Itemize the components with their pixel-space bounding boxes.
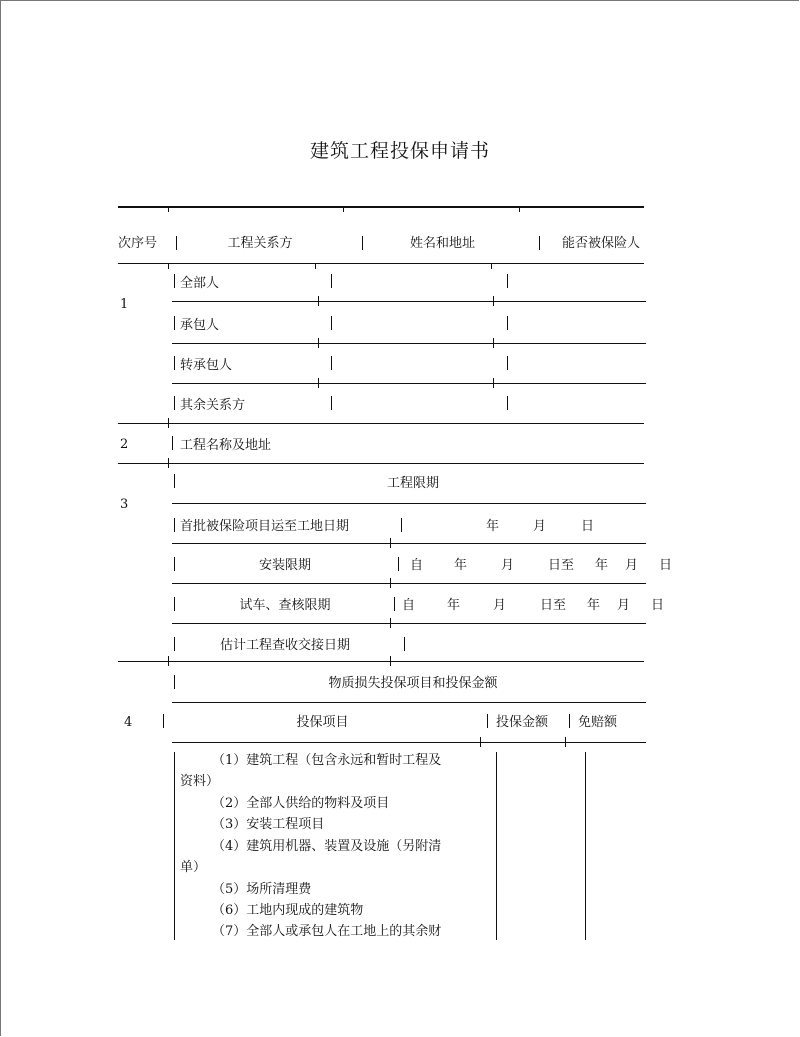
header-tick xyxy=(491,263,492,269)
installation-period-label: 安装限期 xyxy=(258,558,311,573)
row-divider xyxy=(331,356,332,370)
section-rule xyxy=(118,463,644,464)
party-owner: 全部人 xyxy=(180,276,220,291)
header-rule xyxy=(118,263,644,264)
header-tick xyxy=(519,206,520,212)
installation-from: 自 xyxy=(410,558,424,573)
insured-item-4-cont: 单） xyxy=(180,860,207,875)
row-divider xyxy=(394,597,395,611)
header-tick xyxy=(168,263,169,269)
row-tick xyxy=(480,737,481,747)
row-rule xyxy=(172,623,646,624)
section-4-number: 4 xyxy=(124,715,133,730)
section-2-number: 2 xyxy=(120,437,129,452)
project-name-address-label: 工程名称及地址 xyxy=(180,438,272,453)
header-party: 工程关系方 xyxy=(227,236,293,251)
installation-month-2: 月 xyxy=(625,558,639,573)
date-year: 年 xyxy=(486,519,500,534)
insured-item-2: （2）全部人供给的物料及项目 xyxy=(212,796,390,811)
row-tick xyxy=(168,656,169,666)
row-tick xyxy=(493,296,494,306)
row-divider xyxy=(174,557,175,571)
party-contractor: 承包人 xyxy=(180,318,220,333)
trial-run-period-label: 试车、查核限期 xyxy=(239,598,331,613)
row-divider xyxy=(331,274,332,288)
row-tick xyxy=(168,418,169,428)
row-divider xyxy=(174,274,175,288)
header-divider xyxy=(362,236,363,250)
row-rule xyxy=(172,702,646,703)
installation-day-to: 日至 xyxy=(548,558,575,573)
insured-item-1-cont: 资料） xyxy=(180,774,220,789)
row-divider xyxy=(174,597,175,611)
document-title: 建筑工程投保申请书 xyxy=(309,140,490,162)
row-divider xyxy=(174,396,175,410)
row-divider xyxy=(507,316,508,330)
row-rule xyxy=(172,543,646,544)
insured-item-6: （6）工地内现成的建筑物 xyxy=(212,903,364,918)
trial-month-2: 月 xyxy=(617,598,631,613)
row-tick xyxy=(390,578,391,588)
row-tick xyxy=(390,538,391,548)
row-divider xyxy=(174,316,175,330)
row-tick xyxy=(318,338,319,348)
row-rule xyxy=(172,503,646,504)
estimated-handover-date-label: 估计工程查收交接日期 xyxy=(219,638,350,653)
row-rule xyxy=(172,742,646,743)
row-divider xyxy=(507,396,508,410)
row-tick xyxy=(318,378,319,388)
row-divider xyxy=(163,714,164,728)
row-tick xyxy=(318,296,319,306)
row-tick xyxy=(565,737,566,747)
trial-from: 自 xyxy=(402,598,416,613)
item-column-line xyxy=(174,752,175,940)
header-tick xyxy=(315,263,316,269)
row-divider xyxy=(398,557,399,571)
insured-item-header: 投保项目 xyxy=(296,715,349,730)
trial-month: 月 xyxy=(493,598,507,613)
row-rule xyxy=(172,383,646,384)
header-divider xyxy=(539,236,540,250)
row-tick xyxy=(390,618,391,628)
installation-month: 月 xyxy=(501,558,515,573)
material-damage-heading: 物质损失投保项目和投保金额 xyxy=(328,676,498,691)
insured-item-3: （3）安装工程项目 xyxy=(212,817,325,832)
row-tick xyxy=(168,458,169,468)
deductible-column-line xyxy=(585,752,586,940)
row-divider xyxy=(487,714,488,728)
row-rule xyxy=(172,301,646,302)
row-divider xyxy=(401,518,402,532)
top-rule xyxy=(118,206,644,208)
header-tick xyxy=(168,206,169,212)
project-period-heading: 工程限期 xyxy=(386,476,439,491)
row-divider xyxy=(507,274,508,288)
row-divider xyxy=(174,637,175,651)
header-name-address: 姓名和地址 xyxy=(409,236,475,251)
trial-year-2: 年 xyxy=(587,598,601,613)
date-month: 月 xyxy=(533,519,547,534)
row-tick xyxy=(493,338,494,348)
insured-item-1: （1）建筑工程（包含永远和暂时工程及 xyxy=(212,753,442,768)
header-index: 次序号 xyxy=(118,236,158,251)
insured-item-5: （5）场所清理费 xyxy=(212,882,312,897)
row-divider xyxy=(174,356,175,370)
row-divider xyxy=(174,518,175,532)
deductible-header: 免赔额 xyxy=(578,715,618,730)
amount-column-line xyxy=(496,752,497,940)
first-delivery-date-label: 首批被保险项目运至工地日期 xyxy=(180,519,350,534)
row-rule xyxy=(172,583,646,584)
installation-year: 年 xyxy=(454,558,468,573)
trial-day: 日 xyxy=(651,598,665,613)
row-divider xyxy=(331,396,332,410)
party-subcontractor: 转承包人 xyxy=(180,358,233,373)
row-divider xyxy=(569,714,570,728)
date-day: 日 xyxy=(581,519,595,534)
trial-year: 年 xyxy=(447,598,461,613)
header-tick xyxy=(343,206,344,212)
row-tick xyxy=(493,378,494,388)
row-divider xyxy=(404,637,405,651)
header-insurable: 能否被保险人 xyxy=(562,236,641,251)
trial-day-to: 日至 xyxy=(540,598,567,613)
row-tick xyxy=(390,656,391,666)
insured-item-7: （7）全部人或承包人在工地上的其余财 xyxy=(212,924,442,939)
insured-item-4: （4）建筑用机器、装置及设施（另附清 xyxy=(212,839,442,854)
section-1-number: 1 xyxy=(120,297,129,312)
row-divider xyxy=(174,474,175,488)
installation-year-2: 年 xyxy=(595,558,609,573)
row-divider xyxy=(507,356,508,370)
row-divider xyxy=(174,675,175,689)
installation-day: 日 xyxy=(659,558,673,573)
section-3-number: 3 xyxy=(120,497,129,512)
row-rule xyxy=(172,343,646,344)
row-divider xyxy=(172,436,173,450)
row-divider xyxy=(331,316,332,330)
header-divider xyxy=(176,236,177,250)
section-rule xyxy=(118,423,644,424)
section-rule xyxy=(118,661,644,662)
insured-amount-header: 投保金额 xyxy=(496,715,549,730)
party-other: 其余关系方 xyxy=(180,398,246,413)
